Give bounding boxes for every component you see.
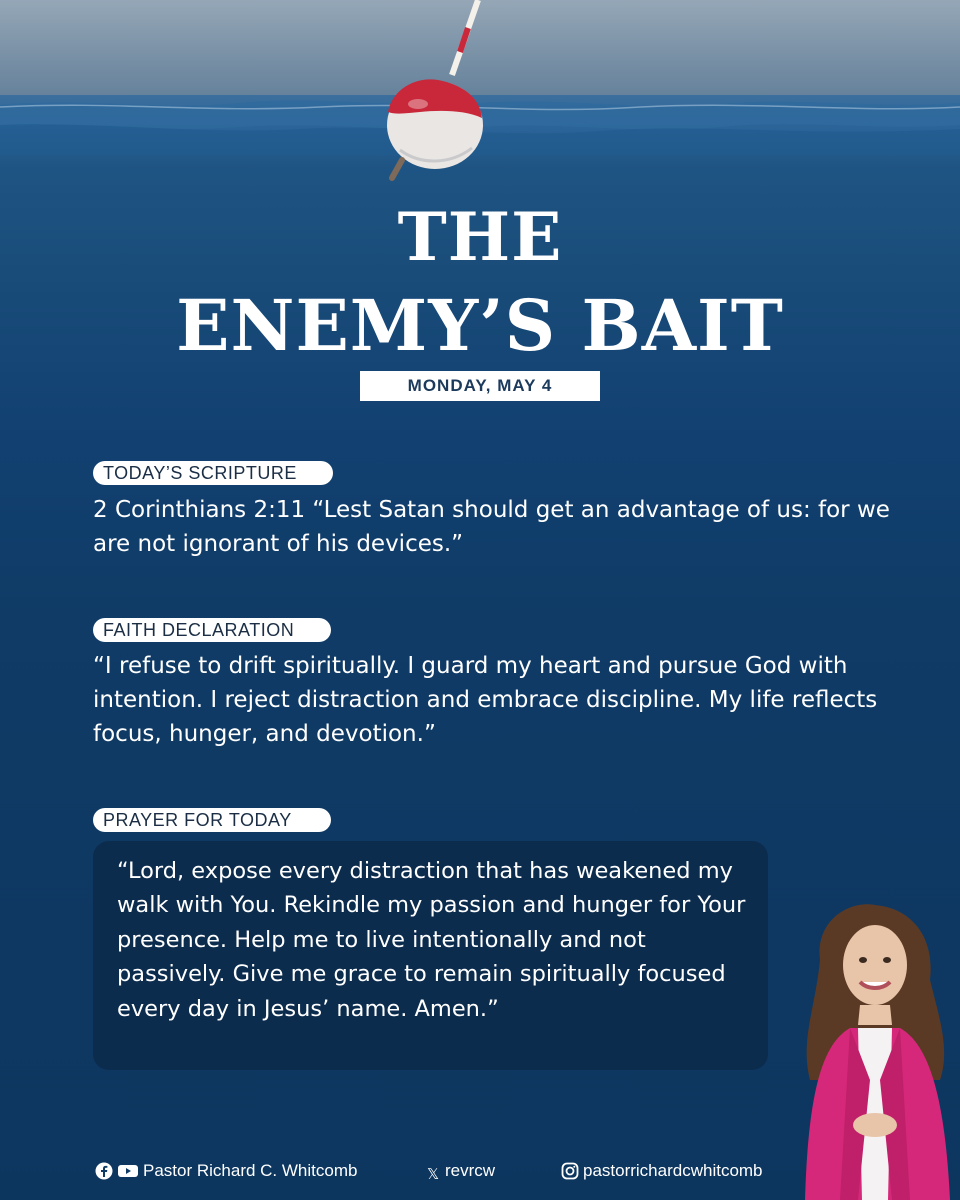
scripture-text: 2 Corinthians 2:11 “Lest Satan should get an advantage of us: for we are not ignorant of his devices.”: [93, 497, 890, 557]
title-line-2: ENEMY’S BAIT: [176, 284, 784, 367]
facebook-icon: [95, 1162, 113, 1180]
facebook-youtube-link[interactable]: [95, 1158, 357, 1184]
fishing-bobber-image: [380, 0, 490, 190]
pastor-photo: [790, 900, 960, 1200]
youtube-icon: [117, 1162, 139, 1180]
prayer-box: [93, 841, 768, 1070]
date-badge: MONDAY, MAY 4: [360, 371, 600, 401]
x-link[interactable]: [427, 1158, 495, 1184]
declaration-text: “I refuse to drift spiritually. I guard my heart and pursue God with intention. I reject distraction and embrace discipline. My life reflects focus, hunger, and devotion.”: [93, 653, 878, 747]
x-handle: revrcw: [445, 1161, 496, 1180]
prayer-label: PRAYER FOR TODAY: [93, 808, 331, 832]
declaration-label: FAITH DECLARATION: [93, 618, 331, 642]
social-footer: [0, 1158, 960, 1184]
x-icon: 𝕏: [427, 1166, 440, 1183]
instagram-link[interactable]: [561, 1158, 763, 1184]
prayer-text: “Lord, expose every distraction that has weakened my walk with You. Rekindle my passion and hunger for Your presence. Help me to live intentionally and not passively. Give me grace to remain spiritually focused every day in Jesus’ name. Amen.”: [117, 858, 746, 1022]
instagram-handle: pastorrichardcwhitcomb: [583, 1161, 763, 1180]
instagram-icon: [561, 1162, 579, 1180]
title-line-1: THE: [397, 198, 563, 276]
scripture-label: TODAY’S SCRIPTURE: [93, 461, 333, 485]
pastor-name: Pastor Richard C. Whitcomb: [143, 1161, 358, 1180]
